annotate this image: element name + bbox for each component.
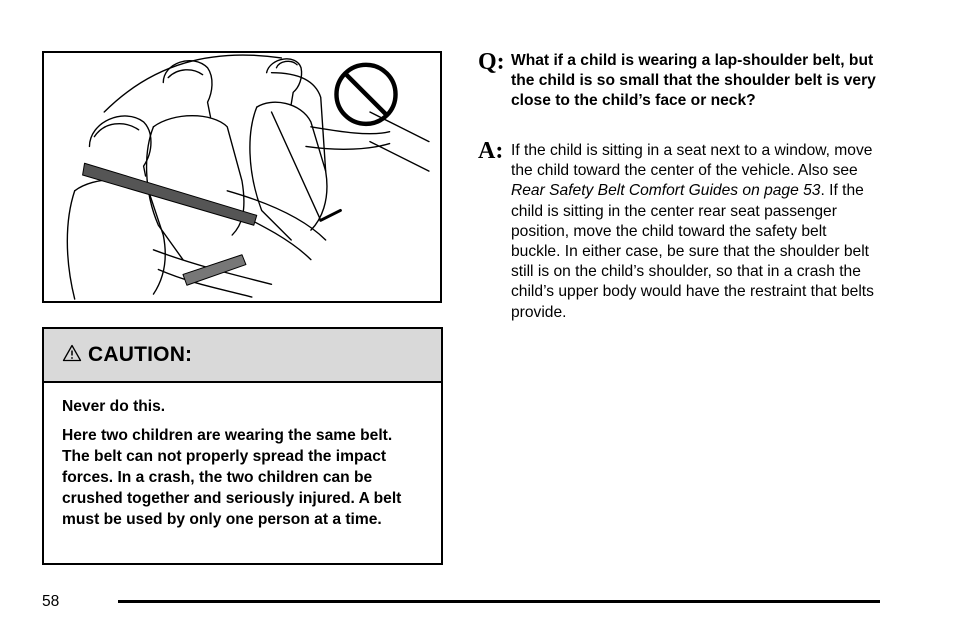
prohibition-icon [336,65,395,124]
question-text: What if a child is wearing a lap-shoulder belt, but the child is so small that the shoulder belt is very close to the child’s face or neck? [511,52,876,110]
caution-body [44,383,441,530]
illustration-svg [44,53,440,301]
question-label: Q: [478,49,505,75]
answer-cross-reference-link[interactable]: Rear Safety Belt Comfort Guides on page 53 [511,182,821,200]
answer-text-part2: . If the child is sitting in the center rear seat passenger position, move the child toward the safety belt buckle. In either case, be sure that the shoulder belt still is on the child’s shoulder, so that in a crash the child’s upper body would have the restraint that belts provide. [511,182,874,321]
answer-text-part1: If the child is sitting in a seat next to a window, move the child toward the center of the vehicle. Also see [511,142,873,180]
illustration-children-sharing-belt [42,51,442,303]
caution-paragraph: Never do this. [62,398,166,415]
footer-rule [118,600,880,603]
answer-label: A: [478,138,504,164]
answer-text [511,138,878,323]
caution-header [44,329,441,383]
caution-box [42,327,443,565]
page-number: 58 [42,593,60,610]
answer-block [478,138,878,323]
caution-title: CAUTION: [88,343,193,366]
warning-triangle-icon [62,344,82,367]
caution-paragraph: Here two children are wearing the same belt. The belt can not properly spread the impact forces. In a crash, the two children can be crushed together and seriously injured. A belt must be used by only one person at a time. [62,427,402,528]
question-block [478,49,878,112]
